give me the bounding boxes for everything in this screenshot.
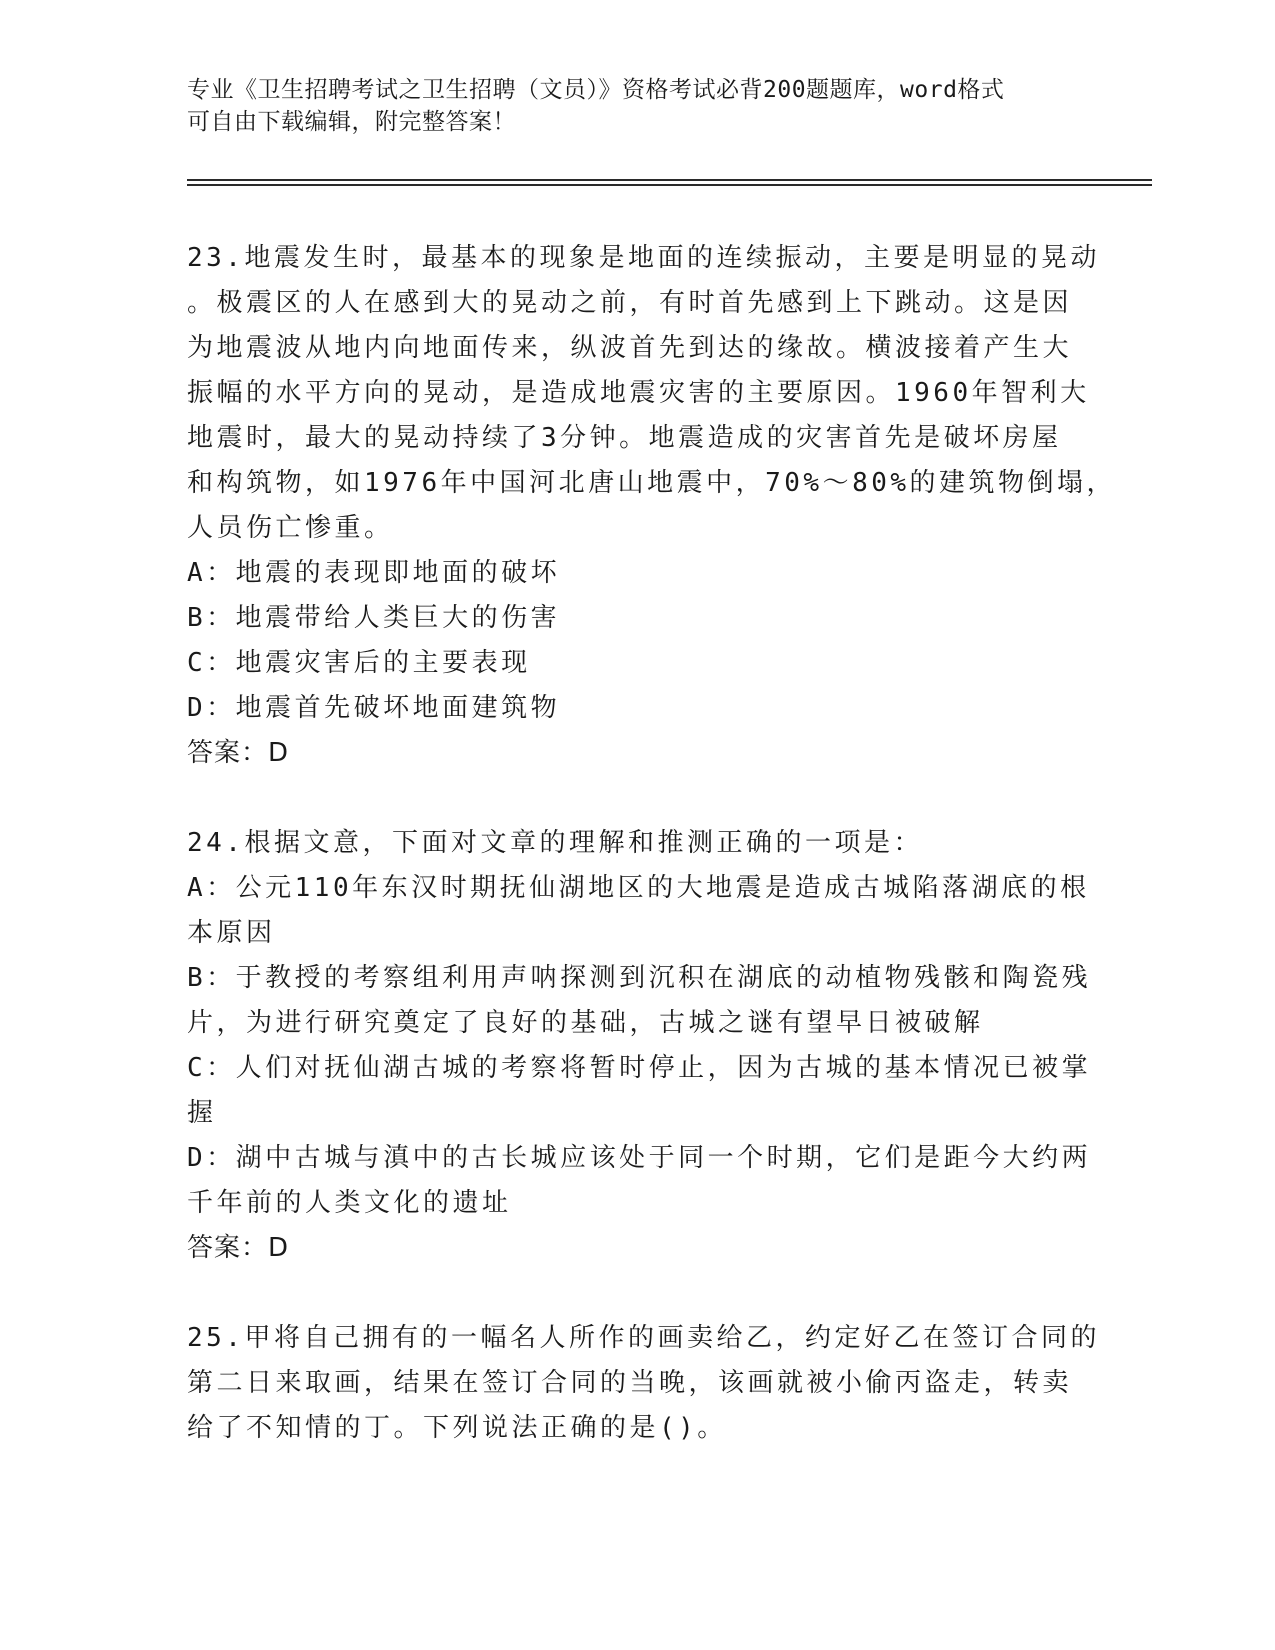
question-spacer <box>187 1271 1087 1316</box>
question-stem-line: 为地震波从地内向地面传来，纵波首先到达的缘故。横波接着产生大 <box>187 333 1073 363</box>
header-divider-top <box>187 179 1152 181</box>
option-d: D：地震首先破坏地面建筑物 <box>187 693 561 723</box>
question-23 <box>187 236 1117 776</box>
option-c-continued: 握 <box>187 1098 217 1128</box>
option-b: B：于教授的考察组利用声呐探测到沉积在湖底的动植物残骸和陶瓷残 <box>187 963 1092 993</box>
question-stem-line: 23.地震发生时，最基本的现象是地面的连续振动，主要是明显的晃动 <box>187 243 1100 273</box>
question-stem-line: 人员伤亡惨重。 <box>187 513 394 543</box>
question-stem-line: 地震时，最大的晃动持续了3分钟。地震造成的灾害首先是破坏房屋 <box>187 423 1062 453</box>
answer-label: 答案：D <box>187 738 290 768</box>
question-stem-line: 给了不知情的丁。下列说法正确的是()。 <box>187 1413 727 1443</box>
question-24 <box>187 821 1092 1271</box>
option-a: A：地震的表现即地面的破坏 <box>187 558 561 588</box>
option-c: C：人们对抚仙湖古城的考察将暂时停止，因为古城的基本情况已被掌 <box>187 1053 1092 1083</box>
header-subtitle-line: 可自由下载编辑，附完整答案！ <box>187 109 516 135</box>
question-stem-line: 24.根据文意，下面对文章的理解和推测正确的一项是： <box>187 828 923 858</box>
question-list <box>187 236 1117 1451</box>
option-a: A：公元110年东汉时期抚仙湖地区的大地震是造成古城陷落湖底的根 <box>187 873 1090 903</box>
header-title-line: 专业《卫生招聘考试之卫生招聘（文员）》资格考试必背200题题库，word格式 <box>187 77 1005 103</box>
header-divider-bottom <box>187 184 1152 186</box>
question-stem-line: 25.甲将自己拥有的一幅名人所作的画卖给乙，约定好乙在签订合同的 <box>187 1323 1100 1353</box>
question-stem-line: 第二日来取画，结果在签订合同的当晚，该画就被小偷丙盗走，转卖 <box>187 1368 1073 1398</box>
question-stem-line: 。极震区的人在感到大的晃动之前，有时首先感到上下跳动。这是因 <box>187 288 1073 318</box>
option-d: D：湖中古城与滇中的古长城应该处于同一个时期，它们是距今大约两 <box>187 1143 1092 1173</box>
question-stem-line: 振幅的水平方向的晃动，是造成地震灾害的主要原因。1960年智利大 <box>187 378 1090 408</box>
question-spacer <box>187 776 1087 821</box>
question-stem-line: 和构筑物，如1976年中国河北唐山地震中，70%～80%的建筑物倒塌， <box>187 468 1117 498</box>
option-d-continued: 千年前的人类文化的遗址 <box>187 1188 512 1218</box>
option-b-continued: 片，为进行研究奠定了良好的基础，古城之谜有望早日被破解 <box>187 1008 984 1038</box>
question-25 <box>187 1316 1100 1451</box>
document-header <box>187 74 1067 138</box>
option-a-continued: 本原因 <box>187 918 276 948</box>
option-c: C：地震灾害后的主要表现 <box>187 648 531 678</box>
answer-label: 答案：D <box>187 1233 290 1263</box>
option-b: B：地震带给人类巨大的伤害 <box>187 603 561 633</box>
